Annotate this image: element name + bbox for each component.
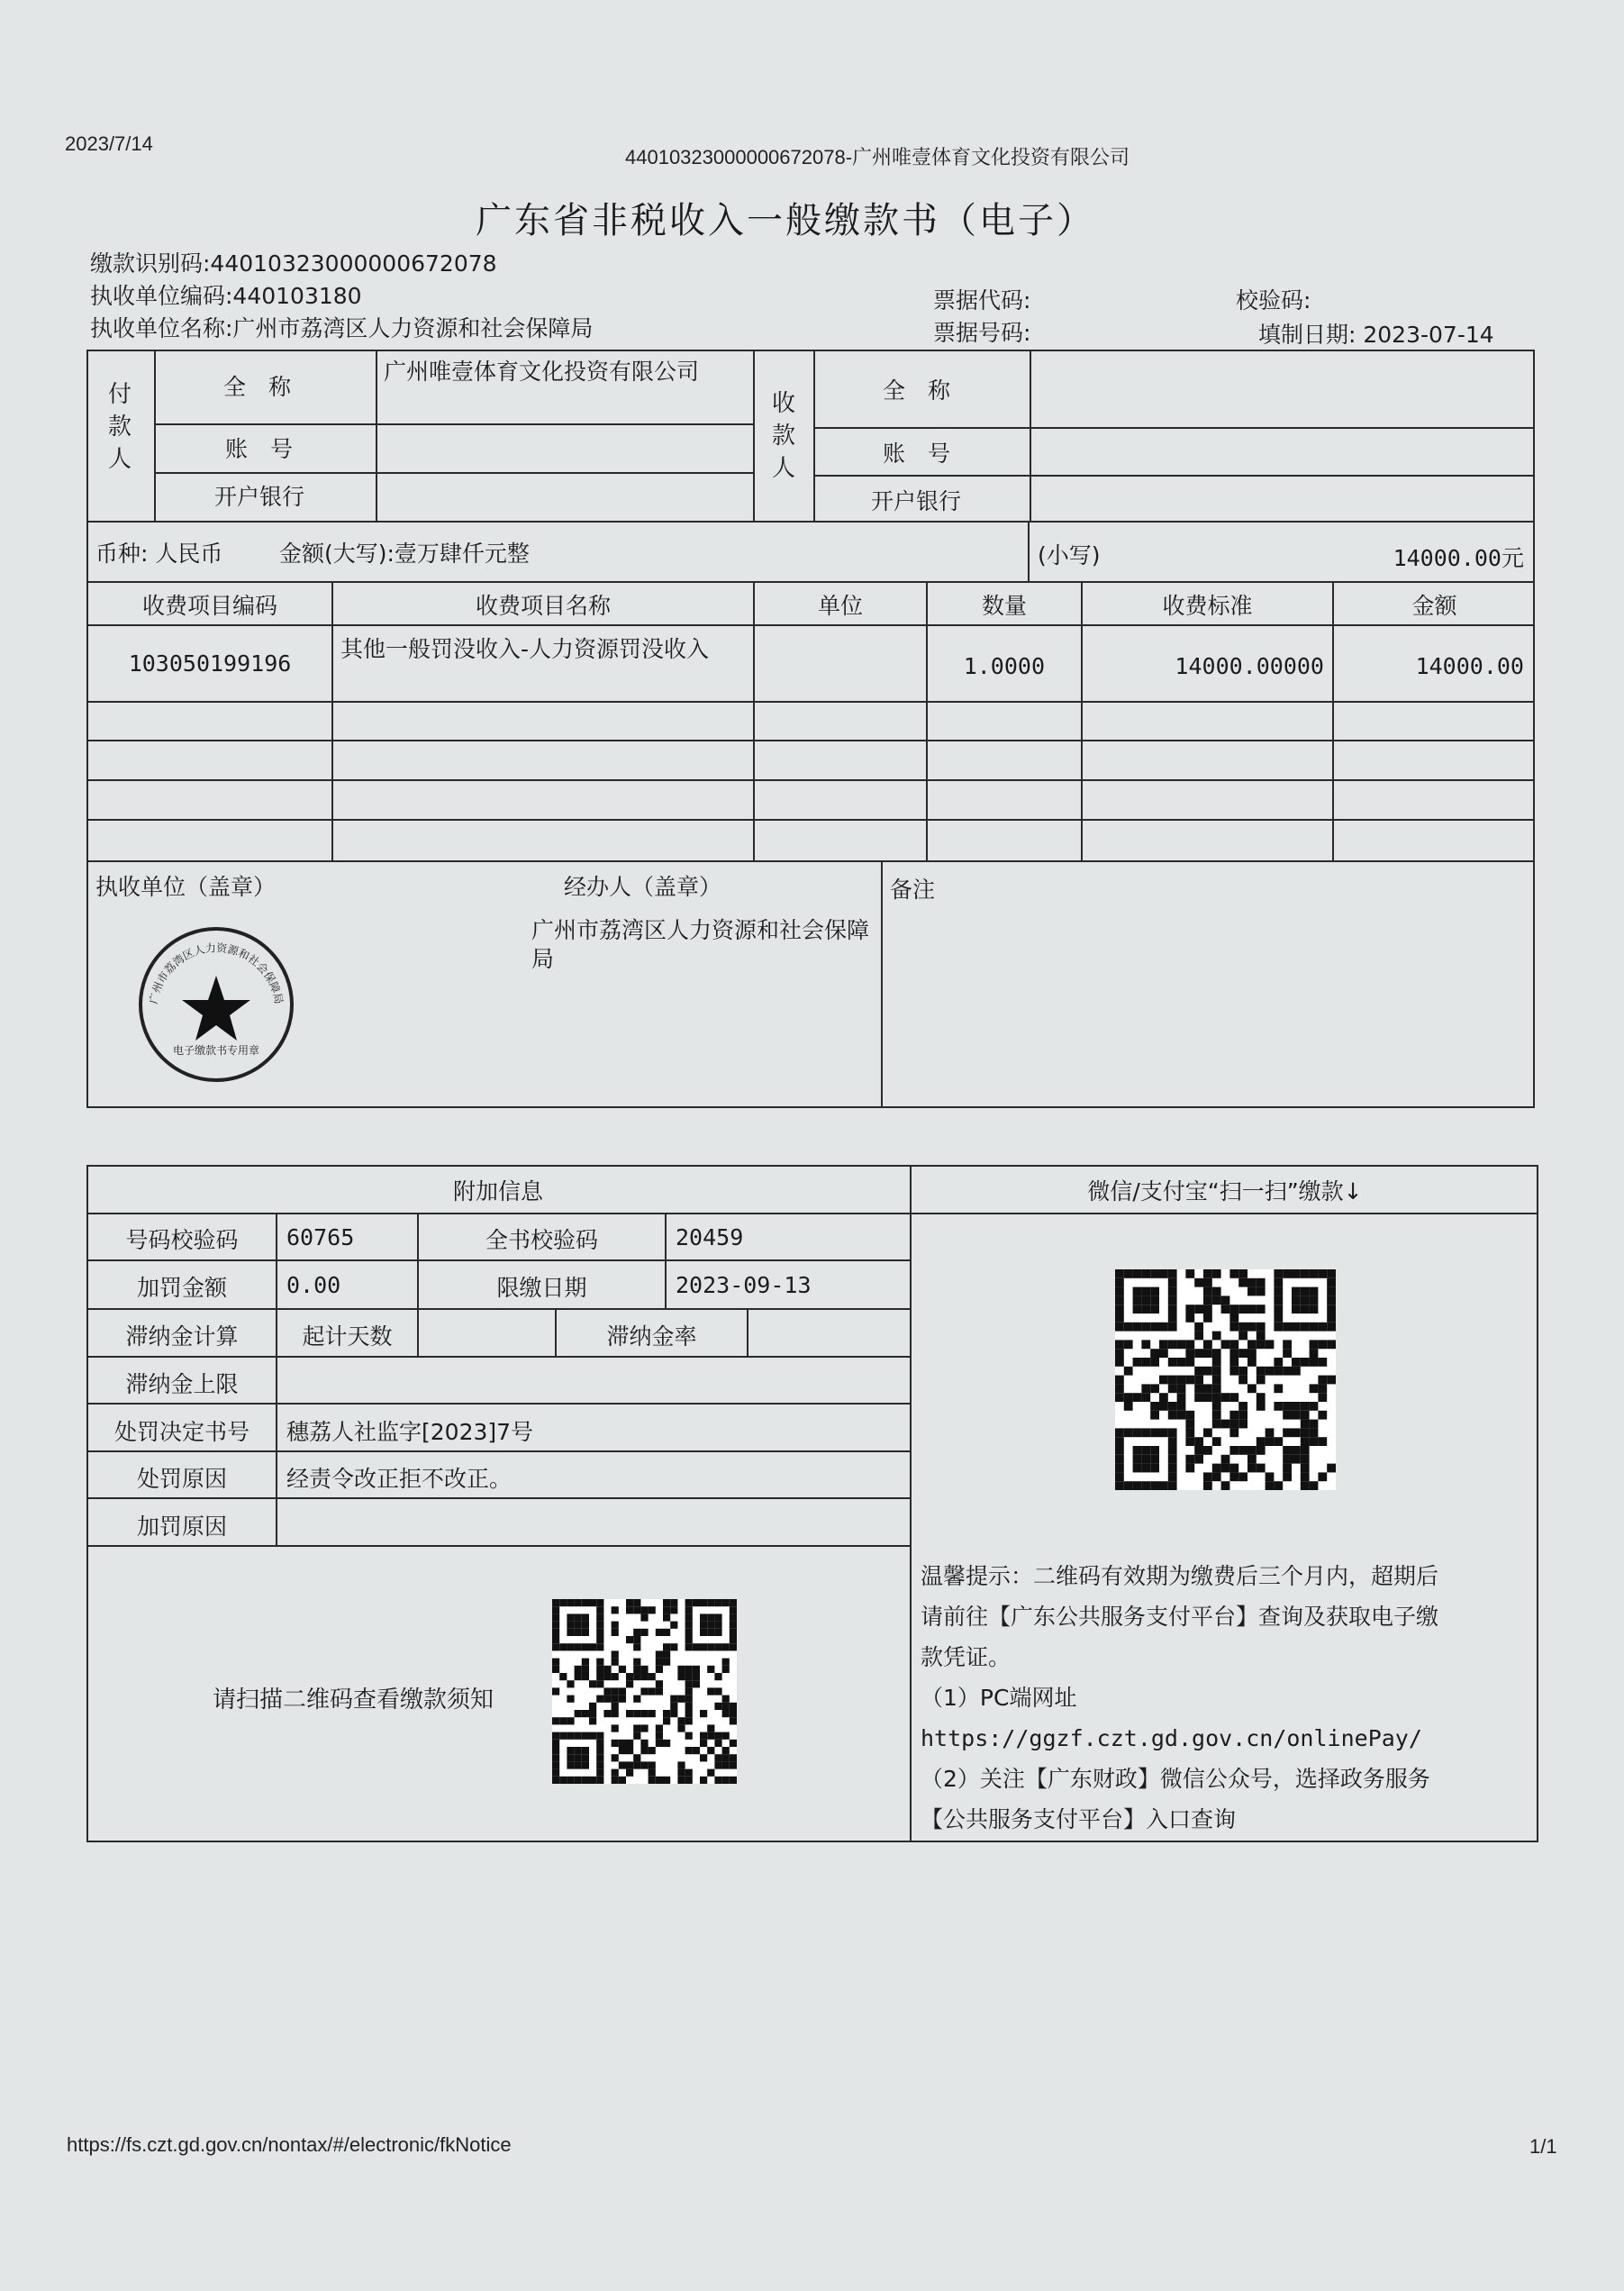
amount-in-words: 金额(大写):壹万肆仟元整 bbox=[279, 541, 530, 567]
seal-arc-text: 广州市荔湾区人力资源和社会保障局 bbox=[147, 941, 286, 1005]
remark-label: 备注 bbox=[890, 877, 936, 903]
official-seal-icon bbox=[135, 923, 297, 1086]
payee-account-label: 账 号 bbox=[883, 441, 951, 467]
col-header-unit: 单位 bbox=[817, 593, 863, 619]
full-check-value: 20459 bbox=[676, 1224, 744, 1250]
payee-label: 收款人 bbox=[771, 390, 795, 482]
col-header-standard: 收费标准 bbox=[1162, 593, 1253, 619]
warm-tips bbox=[921, 1556, 1533, 1840]
item-code: 103050199196 bbox=[128, 650, 292, 677]
col-header-qty: 数量 bbox=[981, 593, 1027, 619]
number-check-value: 60765 bbox=[286, 1224, 355, 1250]
handler-name: 广州市荔湾区人力资源和社会保障局 bbox=[531, 917, 870, 972]
payment-qr-code-icon[interactable] bbox=[1115, 1269, 1336, 1490]
tip-line: 【公共服务支付平台】入口查询 bbox=[921, 1806, 1237, 1832]
page-number: 1/1 bbox=[1529, 2135, 1557, 2158]
amount-small-value: 14000.00元 bbox=[1393, 545, 1524, 571]
print-date: 2023/7/14 bbox=[65, 132, 153, 155]
unit-name: 执收单位名称:广州市荔湾区人力资源和社会保障局 bbox=[90, 315, 594, 341]
item-standard: 14000.00000 bbox=[1175, 653, 1324, 679]
fill-date: 填制日期: 2023-07-14 bbox=[1258, 322, 1494, 348]
scan-notice-text: 请扫描二维码查看缴款须知 bbox=[213, 1686, 494, 1714]
deadline-label: 限缴日期 bbox=[496, 1275, 587, 1301]
currency: 币种: 人民币 bbox=[95, 541, 223, 567]
late-fee-rate-label: 滞纳金率 bbox=[606, 1323, 697, 1350]
item-name: 其他一般罚没收入-人力资源罚没收入 bbox=[340, 636, 710, 662]
tip-line: （1）PC端网址 bbox=[921, 1685, 1077, 1711]
collecting-unit-seal-label: 执收单位（盖章） bbox=[95, 874, 277, 900]
check-code: 校验码: bbox=[1236, 287, 1311, 314]
payer-full-name: 广州唯壹体育文化投资有限公司 bbox=[384, 359, 700, 385]
penalty-amount-value: 0.00 bbox=[286, 1272, 341, 1298]
penalty-reason-value: 经责令改正拒不改正。 bbox=[286, 1466, 513, 1492]
item-qty: 1.0000 bbox=[963, 653, 1045, 679]
amount-small-label: (小写) bbox=[1038, 542, 1101, 568]
footer-url[interactable]: https://fs.czt.gd.gov.cn/nontax/#/electronic/fkNotice bbox=[67, 2133, 512, 2156]
unit-code: 执收单位编码:440103180 bbox=[90, 283, 362, 309]
number-check-label: 号码校验码 bbox=[125, 1227, 239, 1253]
pay-scan-title: 微信/支付宝“扫一扫”缴款↓ bbox=[1087, 1178, 1363, 1205]
notice-qr-code-icon bbox=[552, 1599, 737, 1784]
tip-line: 请前往【广东公共服务支付平台】查询及获取电子缴 bbox=[921, 1604, 1439, 1630]
full-check-label: 全书校验码 bbox=[485, 1227, 598, 1253]
col-header-name: 收费项目名称 bbox=[475, 593, 611, 619]
deadline-value: 2023-09-13 bbox=[676, 1272, 812, 1298]
tip-line: 款凭证。 bbox=[921, 1644, 1012, 1670]
penalty-amount-label: 加罚金额 bbox=[136, 1275, 227, 1301]
document-id-company: 44010323000000672078-广州唯壹体育文化投资有限公司 bbox=[625, 146, 1130, 168]
payee-bank-label: 开户银行 bbox=[871, 488, 962, 514]
pc-url-link[interactable]: https://ggzf.czt.gd.gov.cn/onlinePay/ bbox=[921, 1725, 1422, 1751]
payee-full-name-label: 全 称 bbox=[883, 377, 951, 404]
bill-code: 票据代码: bbox=[933, 287, 1031, 314]
payer-bank-label: 开户银行 bbox=[214, 484, 305, 510]
col-header-amount: 金额 bbox=[1411, 593, 1457, 619]
payer-full-name-label: 全 称 bbox=[223, 374, 292, 400]
page-title: 广东省非税收入一般缴款书（电子） bbox=[476, 200, 1095, 241]
col-header-code: 收费项目编码 bbox=[141, 593, 277, 619]
late-fee-cap-label: 滞纳金上限 bbox=[125, 1371, 239, 1397]
payer-label: 付款人 bbox=[107, 381, 132, 473]
bill-number: 票据号码: bbox=[933, 320, 1031, 346]
late-fee-calc-label: 滞纳金计算 bbox=[125, 1323, 239, 1350]
decision-number-value: 穗荔人社监字[2023]7号 bbox=[286, 1419, 534, 1445]
tip-line: 温馨提示：二维码有效期为缴费后三个月内，超期后 bbox=[921, 1563, 1439, 1589]
penalty-reason-label: 处罚原因 bbox=[136, 1466, 227, 1492]
payer-account-label: 账 号 bbox=[225, 436, 294, 462]
tip-line: （2）关注【广东财政】微信公众号，选择政务服务 bbox=[921, 1766, 1430, 1792]
start-days-label: 起计天数 bbox=[302, 1323, 393, 1350]
seal-bottom-text: 电子缴款书专用章 bbox=[172, 1044, 260, 1057]
handler-seal-label: 经办人（盖章） bbox=[564, 874, 722, 900]
main-table bbox=[86, 350, 1535, 1108]
item-amount: 14000.00 bbox=[1415, 653, 1524, 679]
additional-info-title: 附加信息 bbox=[452, 1178, 543, 1205]
payment-id: 缴款识别码:44010323000000672078 bbox=[90, 250, 497, 277]
decision-number-label: 处罚决定书号 bbox=[113, 1419, 249, 1445]
extra-penalty-reason-label: 加罚原因 bbox=[136, 1514, 227, 1540]
